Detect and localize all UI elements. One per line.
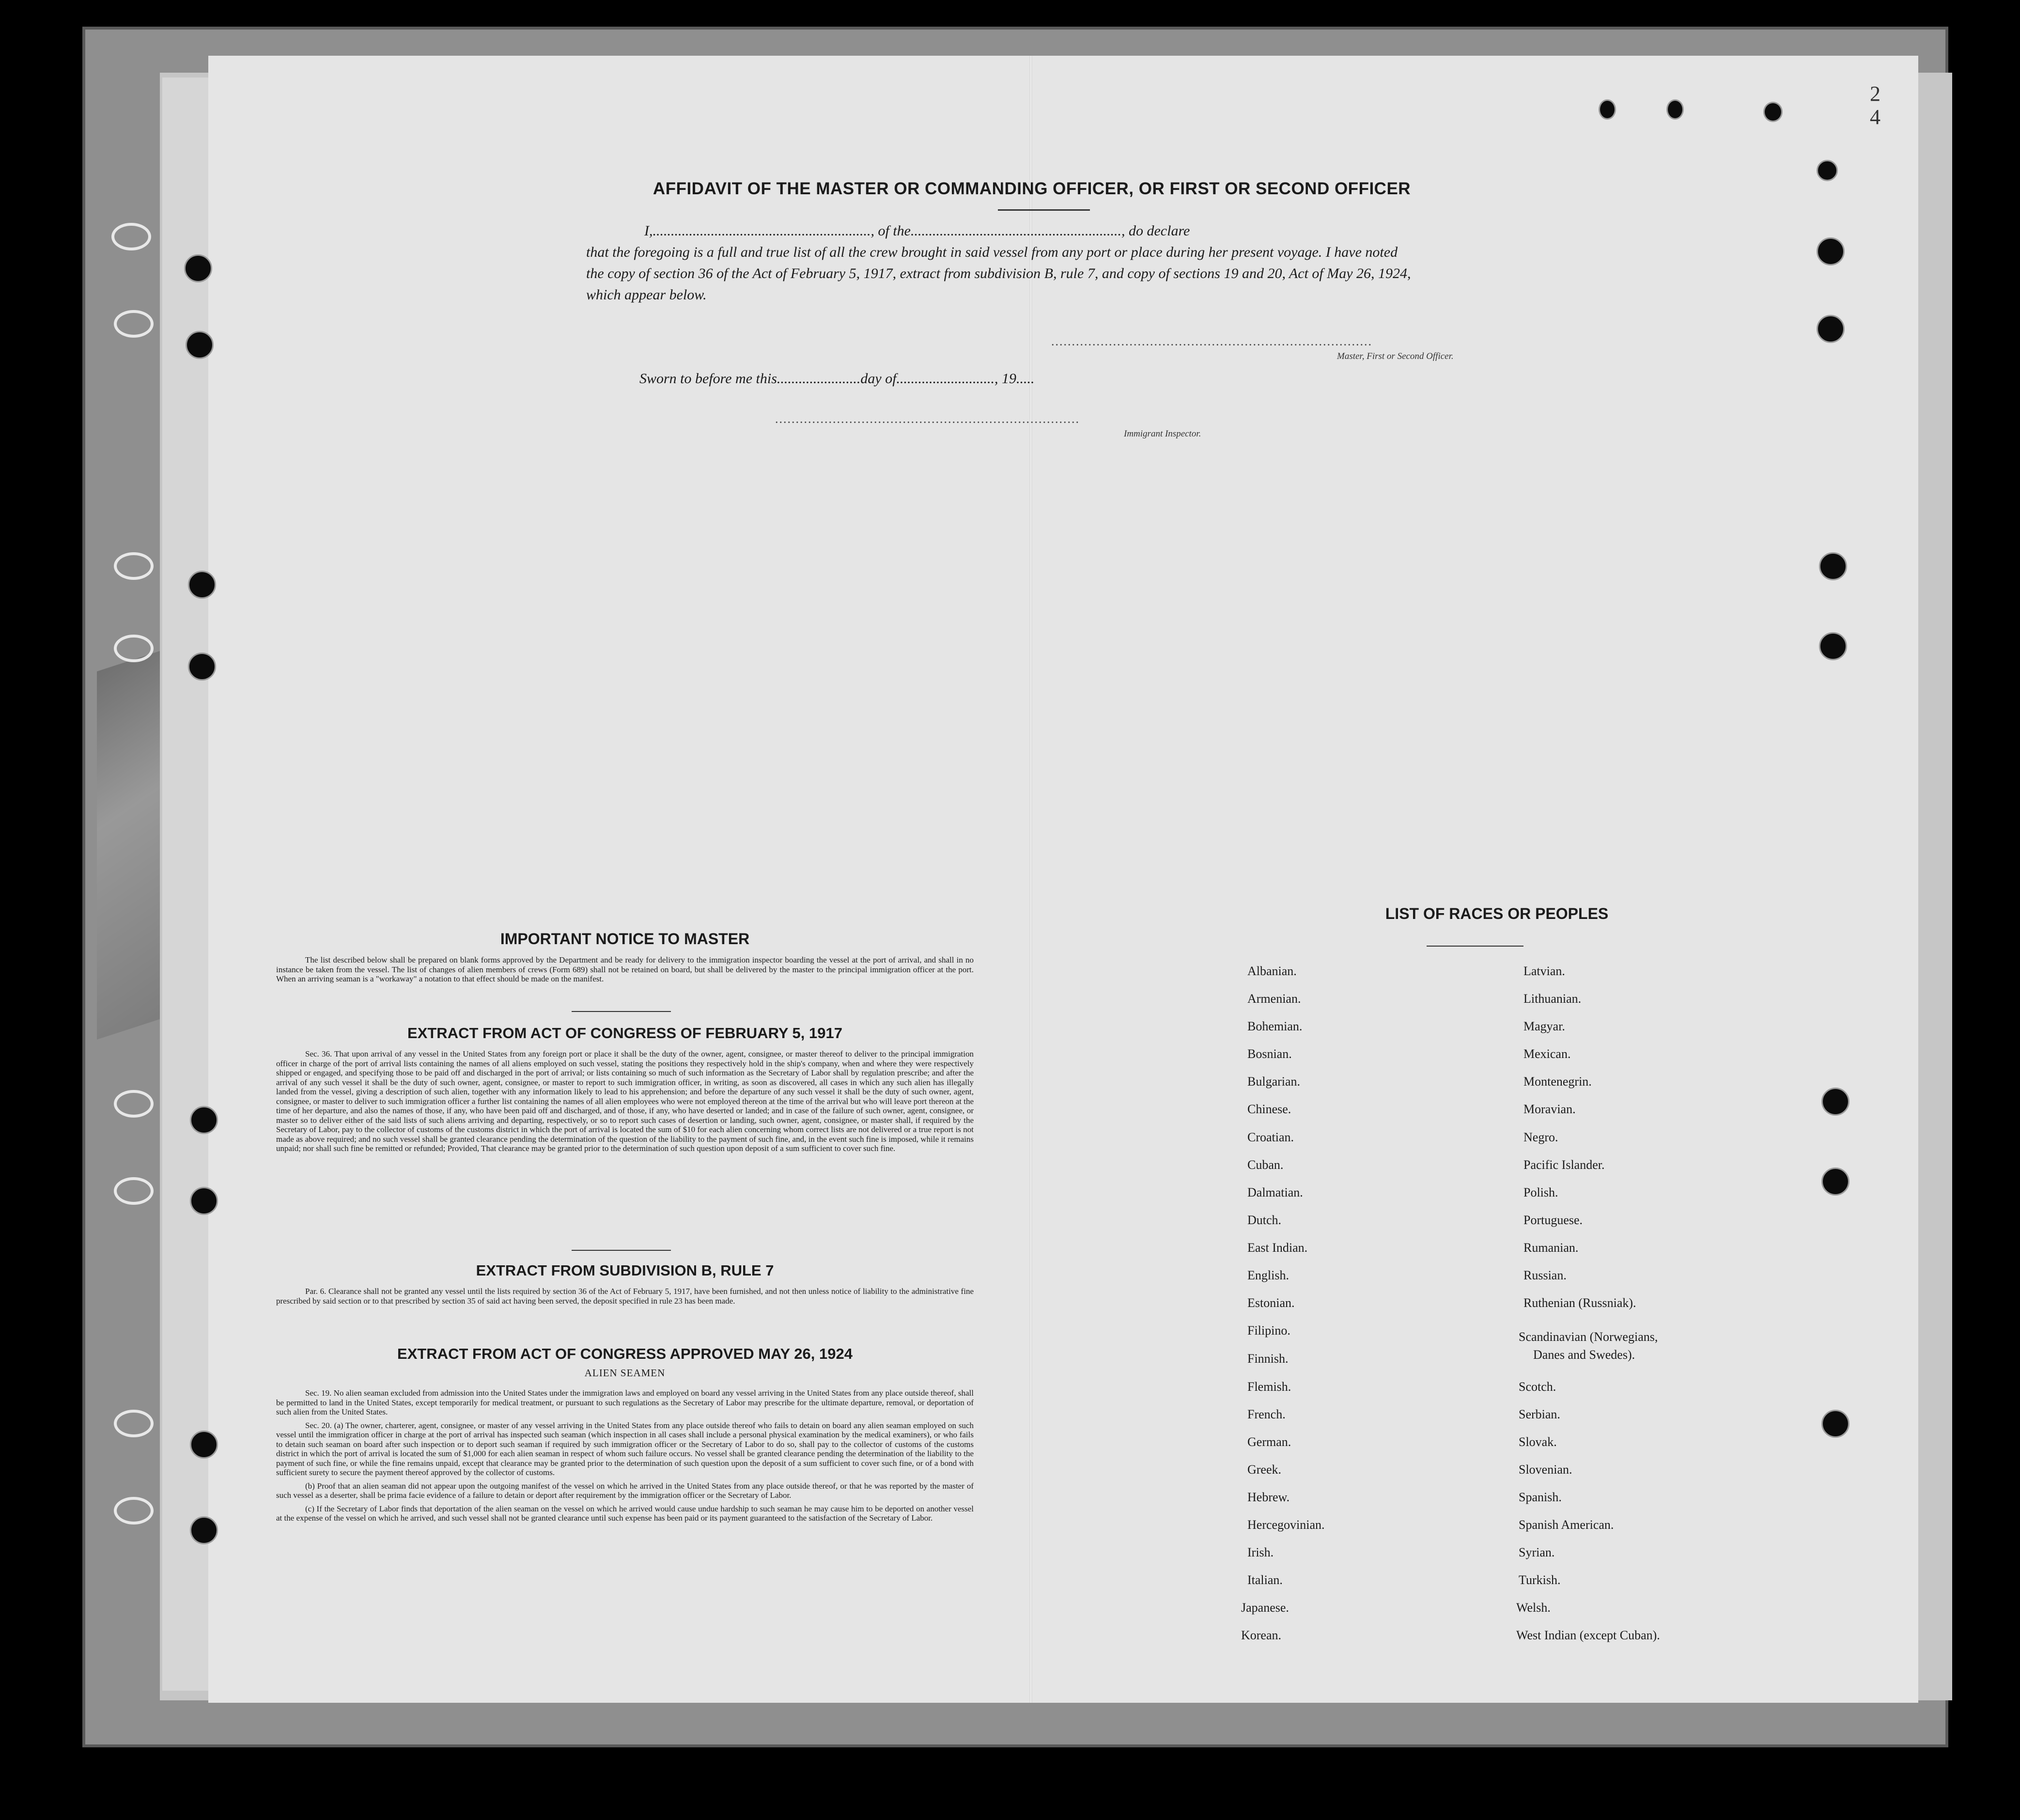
punch-hole — [1819, 552, 1847, 580]
extract-1917-title: EXTRACT FROM ACT OF CONGRESS OF FEBRUARY 5, 1917 — [407, 1025, 842, 1042]
extract-1924-subtitle: ALIEN SEAMEN — [584, 1367, 666, 1379]
race-right-20: Spanish American. — [1519, 1518, 1614, 1532]
punch-hole — [188, 653, 216, 681]
race-left-12: Estonian. — [1247, 1296, 1295, 1310]
punch-hole — [1666, 99, 1684, 120]
notice-text: The list described below shall be prepared on blank forms approved by the Department and be ready for delivery to the immigration inspector boarding the vessel at the port of arrival, and shall in no instance be taken from the vessel. The list of changes of alien members of crews (Form 689) shall not be retained on board, but shall be delivered by the master to the principal immigration officer at the port. When an arriving seaman is a "workaway" a notation to that effect should be made on the manifest. — [276, 955, 974, 983]
section-rule — [572, 1011, 671, 1012]
binder-ring — [114, 1090, 154, 1118]
race-left-23: Japanese. — [1241, 1601, 1289, 1615]
section-rule — [572, 1250, 671, 1251]
race-right-11: Russian. — [1523, 1268, 1567, 1282]
subdivision-text: Par. 6. Clearance shall not be granted any vessel until the lists required by section 36 of the Act of February 5, 1917, have been furnished, and not then unless notice of liability to the administrative fine prescribed by said section or to that prescribed by section 35 of said act having been served, the deposit specified in rule 23 has been made. — [276, 1287, 974, 1306]
punch-hole — [1817, 160, 1838, 181]
punch-hole — [1821, 1167, 1849, 1196]
binder-ring — [111, 223, 151, 250]
extract-1924-title: EXTRACT FROM ACT OF CONGRESS APPROVED MAY 26, 1924 — [397, 1345, 853, 1362]
master-caption: Master, First or Second Officer. — [1337, 351, 1454, 361]
race-right-17: Slovak. — [1519, 1435, 1557, 1449]
race-left-11: English. — [1247, 1268, 1289, 1282]
binder-ring — [114, 1410, 154, 1437]
race-right-3: Mexican. — [1523, 1047, 1571, 1061]
race-right-16: Serbian. — [1519, 1407, 1560, 1421]
race-left-22: Italian. — [1247, 1573, 1283, 1587]
affidavit-line-3: the copy of section 36 of the Act of February 5, 1917, extract from subdivision B, rule 7, and copy of sections 19 and 20, Act of May 26, 1924, — [586, 265, 1411, 281]
race-right-2: Magyar. — [1523, 1019, 1565, 1033]
sec-20a-text: Sec. 20. (a) The owner, charterer, agent, consignee, or master of any vessel arriving in the United States from any place outside thereof who fails to detain on board any alien seaman employed on such vessel until the immigration officer in charge at the port of arrival has inspected such seaman (which inspection in all cases shall include a personal physical examination by the medical examiners), or who fails to detain such seaman on board after such inspection or to deport such seaman if required by such immigration officer or the Secretary of Labor to do so, shall pay to the collector of customs of the customs district in which the port of arrival is located the sum of $1,000 for each alien seaman in respect of whom such failure occurs. No vessel shall be granted clearance pending the determination of the liability to the payment of such fine, or while the fine remains unpaid, except that clearance may be granted prior to the determination of such question upon the deposit of a sum sufficient to cover such fine, or of a bond with sufficient surety to secure the payment thereof approved by the collector of customs. — [276, 1420, 974, 1477]
binder-ring — [114, 310, 154, 338]
race-left-7: Cuban. — [1247, 1158, 1284, 1172]
race-left-17: German. — [1247, 1435, 1291, 1449]
race-right-9: Portuguese. — [1523, 1213, 1583, 1227]
race-right-21: Syrian. — [1519, 1545, 1555, 1559]
punch-hole — [190, 1106, 218, 1134]
extract-1917-body — [276, 1049, 974, 1157]
margin-note: 2 4 — [1870, 82, 1880, 129]
punch-hole — [1817, 237, 1845, 265]
binder-ring — [114, 1497, 154, 1524]
race-left-9: Dutch. — [1247, 1213, 1282, 1227]
race-left-16: French. — [1247, 1407, 1286, 1421]
race-right-10: Rumanian. — [1523, 1241, 1579, 1255]
race-left-6: Croatian. — [1247, 1130, 1294, 1144]
race-right-5: Moravian. — [1523, 1102, 1576, 1116]
affidavit-line-1: I,............................................................, of the.........................................................., do declare — [644, 223, 1190, 239]
notice-title: IMPORTANT NOTICE TO MASTER — [500, 930, 750, 948]
races-title: LIST OF RACES OR PEOPLES — [1385, 905, 1609, 922]
punch-hole — [190, 1431, 218, 1459]
race-right-12: Ruthenian (Russniak). — [1523, 1296, 1636, 1310]
race-left-10: East Indian. — [1247, 1241, 1308, 1255]
punch-hole — [1763, 102, 1783, 122]
notice-body — [276, 955, 974, 988]
race-right-23: Welsh. — [1516, 1601, 1551, 1615]
race-right-19: Spanish. — [1519, 1490, 1562, 1504]
punch-hole — [190, 1187, 218, 1215]
punch-hole — [1599, 99, 1616, 120]
sec-20b-text: (b) Proof that an alien seaman did not appear upon the outgoing manifest of the vessel on which he arrived in the United States from any place outside thereof, or that he was reported by the master of such vessel as a deserter, shall be prima facie evidence of a failure to detain or deport after requirement by the immigration officer or the Secretary of Labor. — [276, 1481, 974, 1500]
affidavit-line-2: that the foregoing is a full and true list of all the crew brought in said vessel from any port or place during her present voyage. I have noted — [586, 244, 1398, 260]
punch-hole — [186, 331, 214, 359]
affidavit-title: AFFIDAVIT OF THE MASTER OR COMMANDING OFFICER, OR FIRST OR SECOND OFFICER — [653, 179, 1411, 198]
race-right-15: Scotch. — [1519, 1380, 1556, 1394]
race-right-1: Lithuanian. — [1523, 992, 1582, 1006]
punch-hole — [1821, 1410, 1849, 1438]
sec-19-text: Sec. 19. No alien seaman excluded from admission into the United States under the immigration laws and employed on board any vessel arriving in the United States from any place outside thereof, shall be permitted to land in the United States, except temporarily for medical treatment, or pursuant to such regulations as the Secretary of Labor may prescribe for the ultimate departure, removal, or deportation of such alien from the United States. — [276, 1388, 974, 1416]
race-left-14: Finnish. — [1247, 1352, 1289, 1366]
race-left-0: Albanian. — [1247, 964, 1297, 978]
binder-ring — [114, 1177, 154, 1205]
race-right-7: Pacific Islander. — [1523, 1158, 1605, 1172]
race-right-14: Danes and Swedes). — [1533, 1348, 1635, 1362]
race-left-2: Bohemian. — [1247, 1019, 1303, 1033]
affidavit-text — [586, 220, 1502, 306]
race-left-18: Greek. — [1247, 1462, 1282, 1477]
affidavit-line-4: which appear below. — [586, 287, 707, 303]
race-left-4: Bulgarian. — [1247, 1074, 1301, 1089]
binder-ring — [114, 635, 154, 662]
race-left-21: Irish. — [1247, 1545, 1274, 1559]
inspector-caption: Immigrant Inspector. — [1124, 429, 1201, 439]
sworn-line: Sworn to before me this.......................day of..........................., 19..... — [639, 371, 1035, 387]
subdivision-body — [276, 1287, 974, 1309]
race-left-24: Korean. — [1241, 1628, 1282, 1642]
race-right-4: Montenegrin. — [1523, 1074, 1592, 1089]
race-right-18: Slovenian. — [1519, 1462, 1572, 1477]
sec-20c-text: (c) If the Secretary of Labor finds that deportation of the alien seaman on the vessel on which he arrived would cause undue hardship to such seaman he may cause him to be deported on another vessel at the expense of the vessel on which he arrived, and such vessel shall not be granted clearance until such expense has been paid or its payment guaranteed to the satisfaction of the Secretary of Labor. — [276, 1504, 974, 1523]
race-right-0: Latvian. — [1523, 964, 1565, 978]
race-left-1: Armenian. — [1247, 992, 1301, 1006]
extract-1924-body — [276, 1388, 974, 1527]
race-left-13: Filipino. — [1247, 1323, 1290, 1338]
master-signature-line: .............................................................................. — [1051, 334, 1372, 348]
punch-hole — [1817, 315, 1845, 343]
race-left-3: Bosnian. — [1247, 1047, 1292, 1061]
races-rule — [1427, 946, 1523, 947]
race-left-20: Hercegovinian. — [1247, 1518, 1325, 1532]
extract-1917-text: Sec. 36. That upon arrival of any vessel in the United States from any foreign port or place it shall be the duty of the owner, agent, consignee, or master thereof to deliver to the principal immigration officer in charge of the port of arrival lists containing the names of all aliens employed on such vessel, stating the positions they respectively hold in the ship's company, when and where they were respectively shipped or engaged, and specifying those to be paid off and discharged in the port of arrival; or lists containing so much of such information as the Secretary of Labor shall by regulation prescribe; and after the arrival of any such vessel it shall be the duty of such owner, agent, consignee, or master to report to such immigration officer, in writing, as soon as discovered, all cases in which any such alien has illegally landed from the vessel, giving a description of such alien, together with any information likely to lead to his apprehension; and before the departure of any such vessel it shall be the duty of such owner, agent, consignee, or master to deliver to such immigration officer a further list containing the names of all alien employees who were not employed thereon at the time of the arrival but who will leave port thereon at the time of her departure, and also the names of those, if any, who have been paid off and discharged, and of those, if any, who have deserted or landed; and in case of the failure of such owner, agent, consignee, or master so to deliver either of the said lists of such aliens arriving and departing, respectively, or so to report such cases of desertion or landing, such owner, agent, consignee, or master shall, if required by the Secretary of Labor, pay to the collector of customs of the customs district in which the port of arrival is located the sum of $10 for each alien concerning whom correct lists are not delivered or a true report is not made as above required; and no such vessel shall be granted clearance pending the determination of the question of the liability to the payment of such fine, and, in the event such fine is imposed, while it remains unpaid; nor shall such fine be remitted or refunded; Provided, That clearance may be granted prior to the determination of such question upon deposit of a sum sufficient to cover such fine. — [276, 1049, 974, 1153]
punch-hole — [1821, 1088, 1849, 1116]
punch-hole — [184, 254, 212, 282]
punch-hole — [190, 1516, 218, 1544]
subdivision-title: EXTRACT FROM SUBDIVISION B, RULE 7 — [476, 1262, 774, 1279]
race-right-6: Negro. — [1523, 1130, 1558, 1144]
binder-ring — [114, 552, 154, 580]
race-left-8: Dalmatian. — [1247, 1185, 1303, 1199]
race-right-22: Turkish. — [1519, 1573, 1561, 1587]
race-left-19: Hebrew. — [1247, 1490, 1290, 1504]
race-left-5: Chinese. — [1247, 1102, 1291, 1116]
punch-hole — [1819, 632, 1847, 660]
race-right-8: Polish. — [1523, 1185, 1558, 1199]
inspector-signature-line: .......................................................................... — [775, 412, 1080, 426]
race-right-13: Scandinavian (Norwegians, — [1519, 1330, 1658, 1344]
punch-hole — [188, 571, 216, 599]
race-left-15: Flemish. — [1247, 1380, 1291, 1394]
title-rule — [998, 209, 1090, 211]
race-right-24: West Indian (except Cuban). — [1516, 1628, 1660, 1642]
